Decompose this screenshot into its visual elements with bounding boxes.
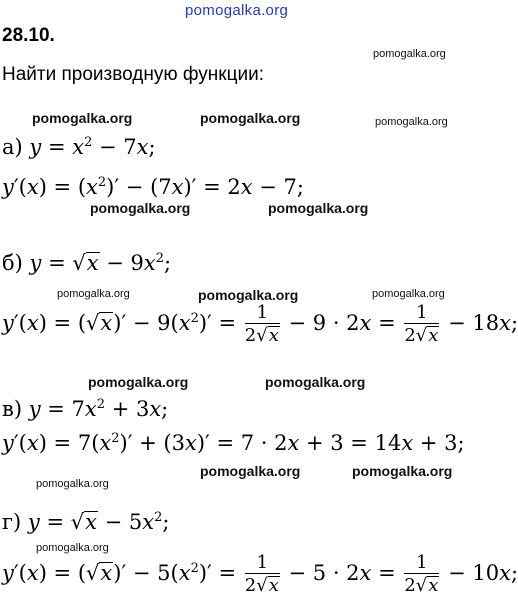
part-g-derivative: $y'(x) = (√x)' - 5(x^2)'$ = $\frac{1}{2√x}$ − 5 · 2x = $\frac{1}{2√x}$ − 10x; [2, 552, 518, 596]
part-b-function: б) $y = √x - 9x^2$; [2, 251, 172, 275]
watermark: pomogalka.org [57, 288, 130, 300]
watermark: pomogalka.org [90, 200, 191, 216]
part-b-label: б) [2, 251, 23, 275]
part-v-function: в) $y = 7x^2 + 3x$; [2, 397, 169, 421]
watermark: pomogalka.org [372, 288, 445, 300]
watermark: pomogalka.org [88, 374, 189, 390]
watermark: pomogalka.org [375, 116, 448, 128]
part-v-label: в) [2, 397, 23, 421]
task-text: Найти производную функции: [2, 64, 264, 85]
watermark-top: pomogalka.org [185, 2, 289, 19]
fraction: $\frac{1}{2√x}$ [404, 552, 439, 596]
watermark: pomogalka.org [32, 110, 133, 126]
watermark: pomogalka.org [373, 48, 446, 60]
watermark: pomogalka.org [352, 463, 453, 479]
part-a-derivative: $y'(x) = (x^2)' - (7x)' = 2x - 7$; [2, 175, 304, 199]
watermark: pomogalka.org [268, 200, 369, 216]
part-v-derivative: $y'(x) = 7(x^2)' + (3x)' = 7 \cdot 2x + 3 = 14x + 3$; [2, 431, 465, 455]
watermark: pomogalka.org [265, 374, 366, 390]
watermark: pomogalka.org [36, 542, 109, 554]
watermark: pomogalka.org [36, 478, 109, 490]
fraction: $\frac{1}{2√x}$ [244, 302, 279, 346]
fraction: $\frac{1}{2√x}$ [244, 552, 279, 596]
part-g-label: г) [2, 510, 22, 534]
fraction: $\frac{1}{2√x}$ [404, 302, 439, 346]
part-a-function: а) $y = x^2 - 7x$; [2, 135, 156, 159]
problem-number: 28.10. [2, 25, 55, 46]
watermark: pomogalka.org [200, 110, 301, 126]
part-a-label: а) [2, 135, 23, 159]
part-b-derivative: $y'(x) = (√x)' - 9(x^2)'$ = $\frac{1}{2√x}$ − 9 · 2x = $\frac{1}{2√x}$ − 18x; [2, 302, 518, 346]
watermark: pomogalka.org [200, 463, 301, 479]
part-g-function: г) $y = √x - 5x^2$; [2, 510, 170, 534]
watermark: pomogalka.org [198, 287, 299, 303]
